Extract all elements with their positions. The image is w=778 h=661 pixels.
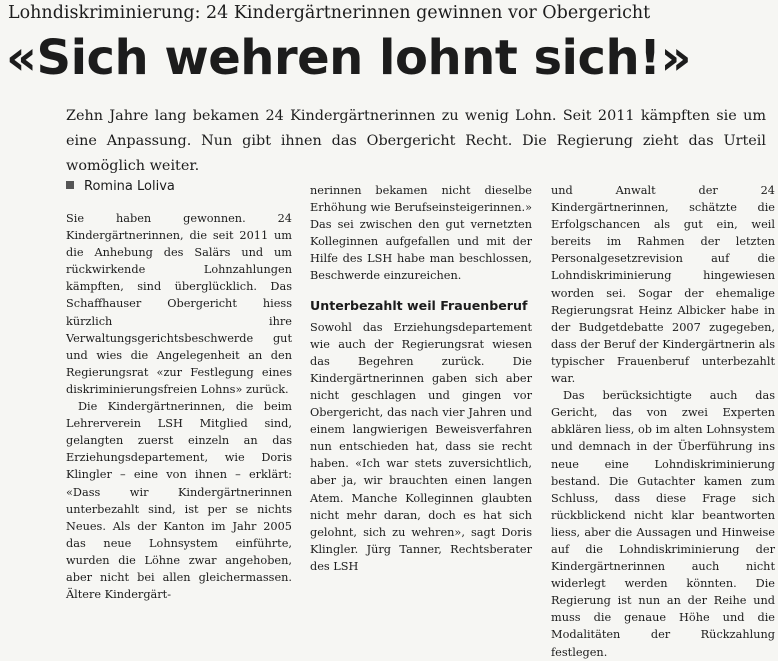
byline-square-icon: [66, 181, 74, 189]
author-byline: [66, 178, 292, 196]
paragraph: Die Kindergärtnerinnen, die beim Lehrerverein LSH Mitglied sind, gelangten zuerst einzeln an das Erziehungsdepartement, wie Doris Klingler – eine von ihnen – erklärt: «Dass wir Kindergärtnerinnen unterbezahlt sind, ist per se nichts Neues. Als der Kanton im Jahr 2005 das neue Lohnsystem einführte, wurden die Löhne zwar angehoben, aber nicht bei allen gleichermassen. Ältere Kindergärt-: [66, 400, 292, 602]
paragraph: Sie haben gewonnen. 24 Kindergärtnerinnen, die seit 2011 um die Anhebung des Salärs und um rückwirkende Lohnzahlungen kämpften, sind überglücklich. Das Schaffhauser Obergericht hiess kürzlich ihre Verwaltungsgerichtsbeschwerde gut und wies die Angelegenheit an den Regierungsrat «zur Festlegung eines diskriminierungsfreien Lohns» zurück.: [66, 212, 292, 396]
paragraph: nerinnen bekamen nicht dieselbe Erhöhung wie Berufseinsteigerinnen.» Das sei zwischen den gut vernetzten Kolleginnen aufgefallen und mit der Hilfe des LSH habe man beschlossen, Beschwerde einzureichen.: [310, 184, 532, 283]
column-2: [310, 182, 532, 575]
subheading: Unterbezahlt weil Frauenberuf: [310, 297, 528, 313]
author-name: Romina Loliva: [84, 179, 175, 194]
paragraph: Sowohl das Erziehungsdepartement wie auch der Regierungsrat wiesen das Begehren zurück. Die Kindergärtnerinnen gaben sich aber nicht geschlagen und gingen vor Obergericht, das nach vier Jahren und einem langwierigen Beweisverfahren nun entschieden hat, dass sie recht haben. «Ich war stets zuversichtlich, aber ja, wir brauchten einen langen Atem. Manche Kolleginnen glaubten nicht mehr daran, doch es hat sich gelohnt, sich zu wehren», sagt Doris Klingler. Jürg Tanner, Rechtsberater des LSH: [310, 320, 532, 573]
column-1: [66, 178, 292, 603]
paragraph: Das berücksichtigte auch das Gericht, das von zwei Experten abklären liess, ob im alten Lohnsystem und demnach in der Überführung ins neue eine Lohndiskriminierung bestand. Die Gutachter kamen zum Schluss, dass diese Frage sich rückblickend nicht klar beantworten liess, aber die Aussagen und Hinweise auf die Lohndiskriminierung der Kindergärtnerinnen auch nicht widerlegt werden könnten. Die Regierung ist nun an der Reihe und muss die genaue Höhe und die Modalitäten der Rückzahlung festlegen.: [551, 389, 775, 659]
column-3: [551, 182, 775, 661]
article-lead: Zehn Jahre lang bekamen 24 Kindergärtnerinnen zu wenig Lohn. Seit 2011 kämpften sie um eine Anpassung. Nun gibt ihnen das Obergericht Recht. Die Regierung zieht das Urteil womöglich weiter.: [66, 108, 766, 174]
article-kicker: Lohndiskriminierung: 24 Kindergärtnerinnen gewinnen vor Obergericht: [8, 3, 651, 23]
paragraph: und Anwalt der 24 Kindergärtnerinnen, schätzte die Erfolgschancen als gut ein, weil bereits im Rahmen der letzten Personalgesetzrevision auf die Lohndiskriminierung hingewiesen worden sei. Sogar der ehemalige Regierungsrat Heinz Albicker habe in der Budgetdebatte 2007 zugegeben, dass der Beruf der Kindergärtnerin als typischer Frauenberuf unterbezahlt war.: [551, 184, 775, 386]
article-headline: «Sich wehren lohnt sich!»: [6, 30, 692, 86]
